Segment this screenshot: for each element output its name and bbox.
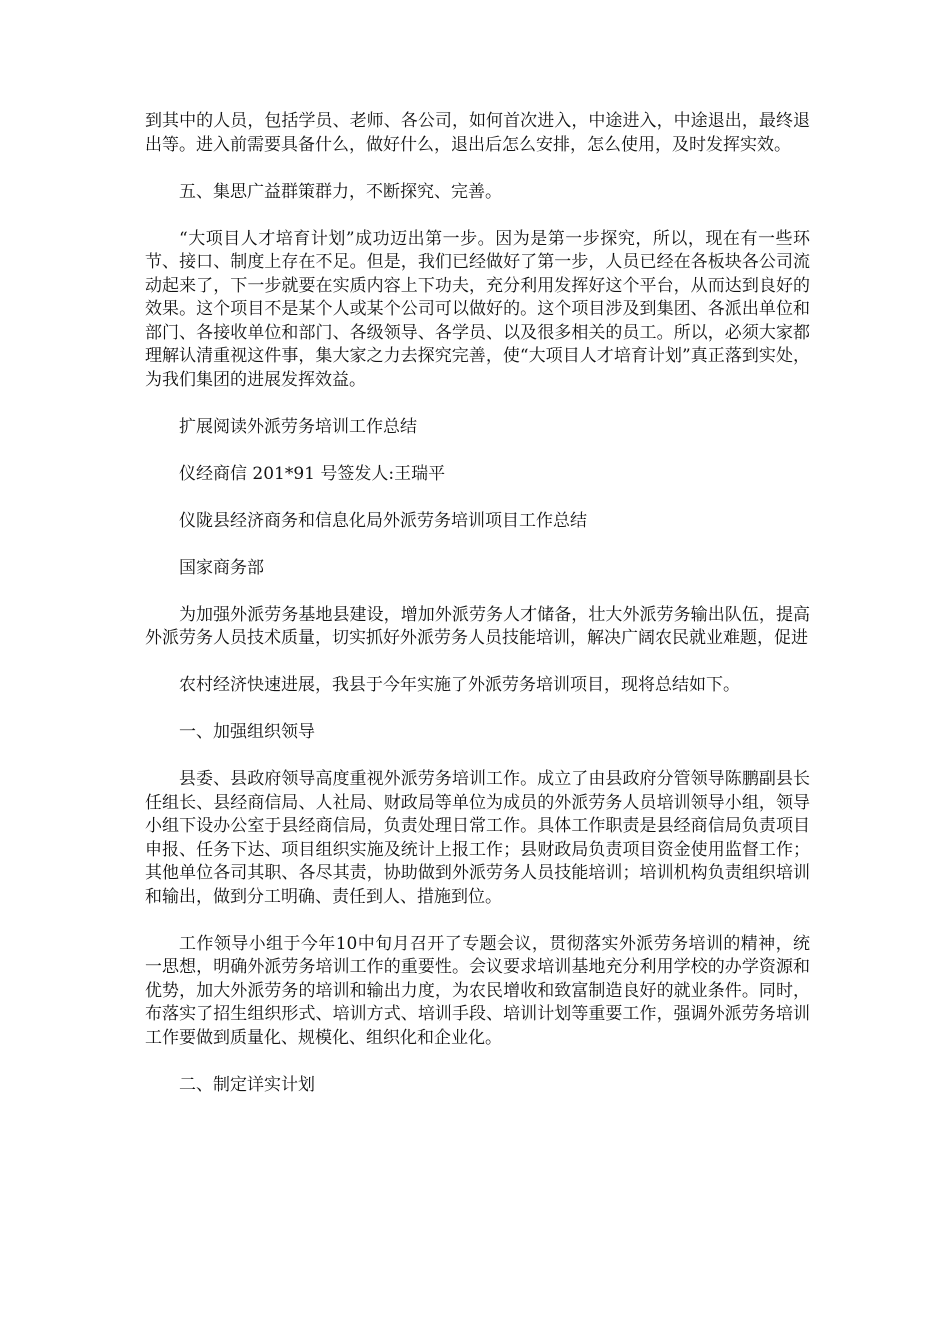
paragraph-meeting: 工作领导小组于今年10中旬月召开了专题会议，贯彻落实外派劳务培训的精神，统一思想，明确外派劳务培训工作的重要性。会议要求培训基地充分利用学校的办学资源和优势，加大外派劳务的培训和输出力度，为农民增收和致富制造良好的就业条件。同时，布落实了招生组织形式、培训方式、培训手段、培训计划等重要工作，强调外派劳务培训工作要做到质量化、规模化、组织化和企业化。 — [145, 933, 810, 1048]
document-body — [145, 110, 810, 1121]
report-title: 仪陇县经济商务和信息化局外派劳务培训项目工作总结 — [179, 510, 587, 531]
paragraph-organization: 县委、县政府领导高度重视外派劳务培训工作。成立了由县政府分管领导陈鹏副县长任组长、县经商信局、人社局、财政局等单位为成员的外派劳务人员培训领导小组，领导小组下设办公室于县经商信局，负责处理日常工作。具体工作职责是县经商信局负责项目申报、任务下达、项目组织实施及统计上报工作；县财政局负责项目资金使用监督工作；其他单位各司其职、各尽其责，协助做到外派劳务人员技能培训；培训机构负责组织培训和输出，做到分工明确、责任到人、措施到位。 — [145, 769, 810, 907]
section-heading-2: 二、制定详实计划 — [179, 1074, 315, 1095]
document-number-signer: 仪经商信 201*91 号签发人:王瑞平 — [179, 463, 446, 484]
paragraph-continuation: 到其中的人员，包括学员、老师、各公司，如何首次进入，中途进入，中途退出，最终退出等。进入前需要具备什么，做好什么，退出后怎么安排，怎么使用，及时发挥实效。 — [145, 111, 810, 155]
paragraph-intro-cont: 农村经济快速进展，我县于今年实施了外派劳务培训项目，现将总结如下。 — [179, 675, 740, 695]
extended-reading-title: 扩展阅读外派劳务培训工作总结 — [179, 416, 417, 437]
paragraph-intro: 为加强外派劳务基地县建设，增加外派劳务人才储备，壮大外派劳务输出队伍，提高外派劳务人员技术质量，切实抓好外派劳务人员技能培训，解决广阔农民就业难题，促进 — [145, 604, 810, 648]
paragraph-project-summary: “大项目人才培育计划”成功迈出第一步。因为是第一步探究，所以，现在有一些环节、接口、制度上存在不足。但是，我们已经做好了第一步，人员已经在各板块各公司流动起来了，下一步就要在实质内容上下功夫，充分利用发挥好这个平台，从而达到良好的效果。这个项目不是某个人或某个公司可以做好的。这个项目涉及到集团、各派出单位和部门、各接收单位和部门、各级领导、各学员、以及很多相关的员工。所以，必须大家都理解认清重视这件事，集大家之力去探究完善，使“大项目人才培育计划”真正落到实处，为我们集团的进展发挥效益。 — [145, 228, 810, 390]
section-heading-1: 一、加强组织领导 — [179, 722, 315, 742]
section-heading-5: 五、集思广益群策群力，不断探究、完善。 — [179, 181, 502, 202]
recipient: 国家商务部 — [179, 557, 264, 578]
